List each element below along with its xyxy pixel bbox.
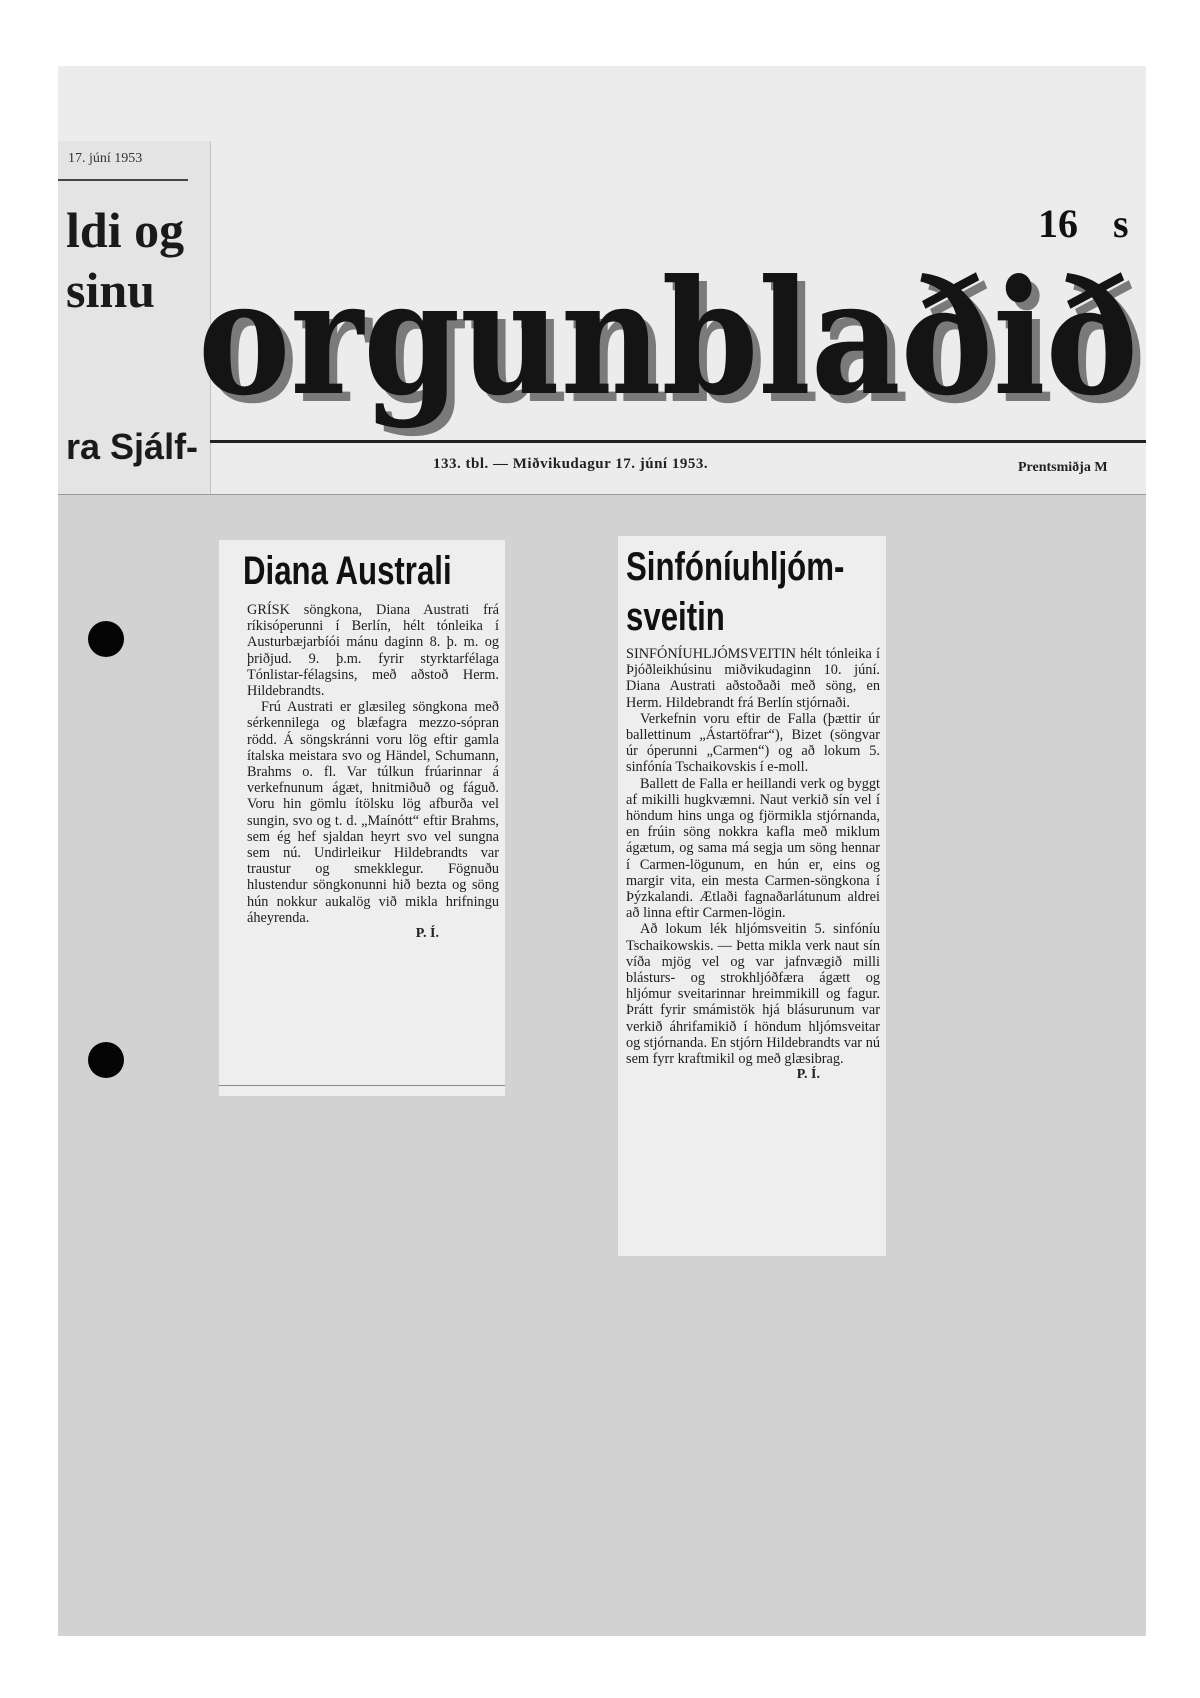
punch-hole-top <box>88 621 124 657</box>
bottom-rule <box>219 1085 505 1086</box>
left-fragment-3: ra Sjálf- <box>66 426 199 467</box>
article-body <box>247 602 499 926</box>
newspaper-title <box>198 251 1146 451</box>
paragraph: Frú Austrati er glæsileg söngkona með sérkennilega og blæfagra mezzo-sópran rödd. Á söngskránni voru lög eftir gamla ítalska meistara svo og Händel, Schumann, Brahms o. fl. Var túlkun frúarinnar á verkefnunum ágæt, hnitmiðuð og fáguð. Voru hin gömlu ítölsku lög afburða vel sungin, svo og t. d. „Maínótt“ eftir Brahms, sem ég hef sjaldan heyrt svo vel sungna sem nú. Undirleikur Hildebrandts var traustur og smekklegur. Fögnuðu hlustendur söngkonunni hið bezta og söng hún nokkur aukalög við mikla hrifningu áheyrenda. <box>247 699 499 926</box>
left-fragment-1: ldi og <box>66 202 185 258</box>
paragraph: GRÍSK söngkona, Diana Austrati frá ríkisóperunni í Berlín, hélt tónleika í Austurbæjarbíói mánu daginn 8. þ. m. og þriðjud. 9. þ.m. fyrir styrktarfélaga Tónlistar-félagsins, með aðstoð Herm. Hildebrandts. <box>247 602 499 700</box>
article-clipping-diana <box>219 540 505 1096</box>
article-headline-line-1: Sinfóníuhljóm- <box>626 545 845 589</box>
title-text: orgunblaðið <box>198 251 1138 431</box>
article-headline: Diana Australi <box>243 549 452 593</box>
masthead-clipping <box>58 66 1146 495</box>
paragraph: Ballett de Falla er heillandi verk og byggt af mikilli hugkvæmni. Naut verkið sín vel í höndum hins unga og fjörmikla stjórnanda, en frúin söng nokkra kafla með miklum ágætum, og sama má segja um söng hennar í Carmen-lögunum, en hún er, eins og margir vita, ein mesta Carmen-söngkona í Þýzkalandi. Ætlaði fagnaðarlátunum aldrei að linna eftir Carmen-lögin. <box>626 775 880 922</box>
signature: P. Í. <box>796 1067 820 1083</box>
signature: P. Í. <box>415 926 439 942</box>
left-fragment-2: sinu <box>66 262 155 318</box>
article-headline-line-2: sveitin <box>626 595 725 639</box>
punch-hole-bottom <box>88 1042 124 1078</box>
paragraph: SINFÓNÍUHLJÓMSVEITIN hélt tónleika í Þjóðleikhúsinu miðvikudaginn 10. júní. Diana Austrati aðstoðaði með söng, en Herm. Hildebrandt frá Berlín stjórnaði. <box>626 646 880 711</box>
paragraph: Að lokum lék hljómsveitin 5. sinfóníu Tschaikowskis. — Þetta mikla verk naut sín víða mjög vel og var jafnvægið milli blásturs- og strokhljóðfæra ágætt og hljómur sveitarinnar hreimmikill og fagur. Þrátt fyrir smámistök hjá blásurunum var verkið áhrifamikið í höndum hljómsveitar og stjórnanda. En stjórn Hildebrandts var nú sem fyrr kraftmikil og með glæsibrag. <box>626 921 880 1068</box>
paragraph: Verkefnin voru eftir de Falla (þættir úr ballettinum „Ástartöfrar“), Bizet (söngvar úr óperunni „Carmen“) og að lokum 5. sinfónía Tschaikovskis í e-moll. <box>626 710 880 776</box>
article-body <box>626 646 880 1067</box>
title-shadow: orgunblaðið <box>206 254 1146 439</box>
issue-line: 133. tbl. — Miðvikudagur 17. júní 1953. <box>433 456 709 472</box>
scanned-page <box>58 66 1146 1636</box>
page-number: 16 <box>1038 201 1078 246</box>
page-number-suffix: s <box>1113 201 1129 246</box>
printer-line: Prentsmiðja M <box>1018 460 1108 475</box>
article-clipping-sinfoniuhljomsveitin <box>618 536 886 1256</box>
adjacent-page-strip <box>58 141 211 494</box>
masthead-rule <box>210 440 1146 443</box>
left-rule <box>58 179 188 181</box>
left-date: 17. júní 1953 <box>68 151 143 166</box>
